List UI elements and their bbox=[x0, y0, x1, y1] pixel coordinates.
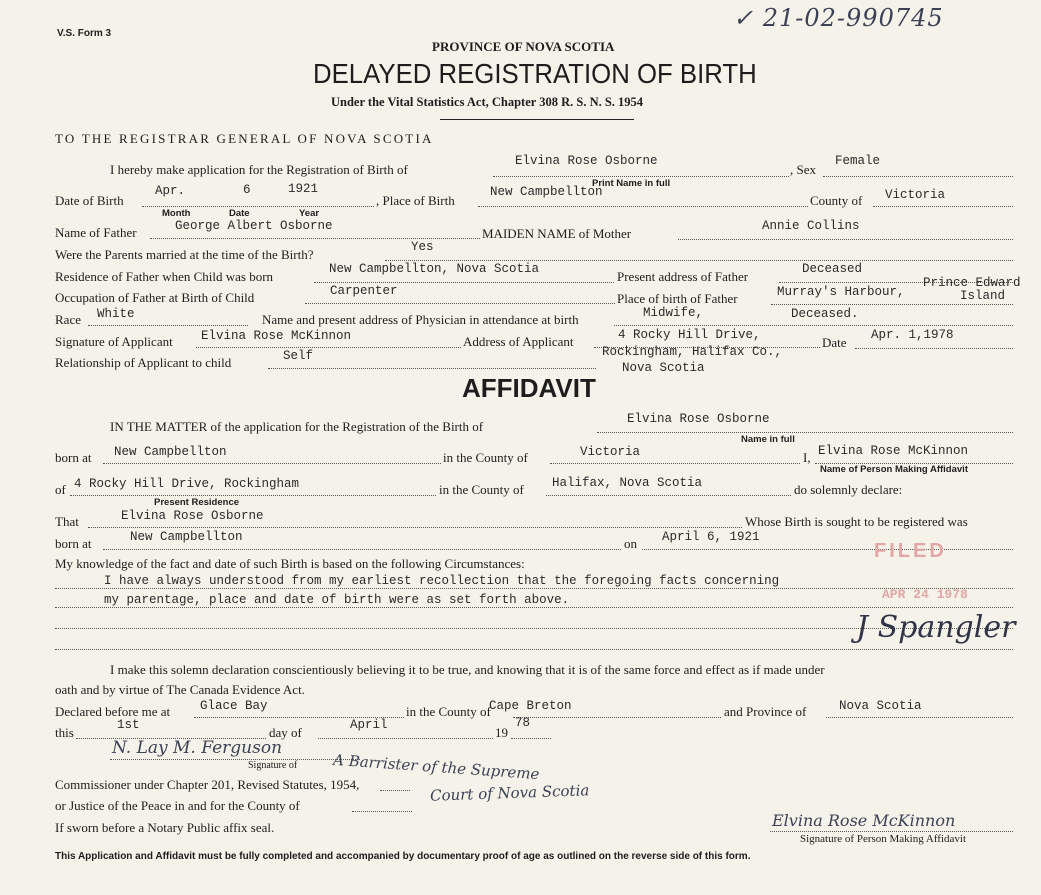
applicant-address-label: Address of Applicant bbox=[463, 334, 574, 349]
physician-field: Midwife, bbox=[643, 306, 704, 320]
race-label: Race bbox=[55, 312, 81, 327]
signature-of-caption: Signature of bbox=[248, 760, 298, 771]
declared-county-field: Cape Breton bbox=[489, 699, 572, 713]
father-line bbox=[150, 238, 480, 239]
matter-text: IN THE MATTER of the application for the Registration of the Birth of bbox=[110, 419, 484, 434]
declared-at-label: Declared before me at bbox=[55, 704, 171, 719]
circumstance-field-1: I have always understood from my earliest recollection that the foregoing facts concerning bbox=[104, 574, 780, 588]
filed-date-stamp: APR 24 1978 bbox=[882, 587, 968, 602]
occupation-field: Carpenter bbox=[330, 284, 398, 298]
on-date-field: April 6, 1921 bbox=[662, 530, 760, 544]
applicant-signature-line bbox=[196, 347, 461, 348]
sex-label: , Sex bbox=[790, 162, 816, 177]
father-pob-field: Murray's Harbour, bbox=[777, 285, 905, 299]
race-line bbox=[88, 325, 248, 326]
declared-county-line bbox=[513, 717, 721, 718]
on-line bbox=[642, 549, 1013, 550]
document-title: DELAYED REGISTRATION OF BIRTH bbox=[313, 58, 757, 89]
relationship-line bbox=[268, 368, 596, 369]
province-of-line bbox=[826, 717, 1013, 718]
occupation-label: Occupation of Father at Birth of Child bbox=[55, 290, 255, 305]
date-caption: Date bbox=[229, 208, 250, 219]
mother-label: MAIDEN NAME of Mother bbox=[482, 226, 632, 241]
dob-day-field: 6 bbox=[243, 183, 251, 197]
justice-line: or Justice of the Peace in and for the County of bbox=[55, 798, 300, 813]
registrar-signature: J Spangler bbox=[856, 610, 1016, 645]
circumstance-line-4 bbox=[55, 649, 1013, 650]
mother-line bbox=[678, 239, 1013, 240]
physician-field-2: Deceased. bbox=[791, 307, 859, 321]
name-line bbox=[493, 176, 789, 177]
notary-line: If sworn before a Notary Public affix seal. bbox=[55, 820, 275, 835]
this-day-field: 1st bbox=[117, 718, 140, 732]
county-of-label: in the County of bbox=[443, 450, 528, 465]
province-heading: PROVINCE OF NOVA SCOTIA bbox=[432, 39, 615, 54]
county-field: Victoria bbox=[885, 188, 946, 202]
commissioner-signature: N. Lay M. Ferguson bbox=[112, 738, 283, 758]
filed-stamp: FILED bbox=[874, 540, 947, 562]
circumstance-line-2 bbox=[55, 607, 1013, 608]
father-pob-field-2: Prince Edward bbox=[923, 276, 1021, 290]
father-residence-field: New Campbellton, Nova Scotia bbox=[329, 262, 540, 276]
on-label: on bbox=[624, 536, 637, 551]
to-registrar-line: TO THE REGISTRAR GENERAL OF NOVA SCOTIA bbox=[55, 131, 434, 146]
year-line bbox=[511, 738, 551, 739]
child-name-field: Elvina Rose Osborne bbox=[515, 154, 658, 168]
footer-note: This Application and Affidavit must be fully completed and accompanied by documentary proof of age as outlined on the reverse side of this form. bbox=[55, 851, 751, 862]
father-pob-label: Place of birth of Father bbox=[617, 291, 738, 306]
name-caption: Print Name in full bbox=[592, 178, 671, 189]
matter-name-field: Elvina Rose Osborne bbox=[627, 412, 770, 426]
father-residence-line bbox=[314, 282, 614, 283]
county-of-field: Victoria bbox=[580, 445, 641, 459]
born-at-line bbox=[103, 463, 441, 464]
day-of-label: day of bbox=[269, 725, 302, 740]
place-of-birth-field: New Campbellton bbox=[490, 185, 603, 199]
knowledge-text: My knowledge of the fact and date of such Birth is based on the following Circumstances: bbox=[55, 556, 525, 571]
declared-at-field: Glace Bay bbox=[200, 699, 268, 713]
relationship-field: Self bbox=[283, 349, 314, 363]
father-residence-label: Residence of Father when Child was born bbox=[55, 269, 274, 284]
day-of-line bbox=[318, 738, 493, 739]
deponent-name-field: Elvina Rose McKinnon bbox=[818, 444, 969, 458]
that-line bbox=[88, 527, 742, 528]
father-present-label: Present address of Father bbox=[617, 269, 749, 284]
deponent-i-label: I, bbox=[803, 450, 811, 465]
father-present-field: Deceased bbox=[802, 262, 863, 276]
married-label: Were the Parents married at the time of the Birth? bbox=[55, 247, 314, 262]
county-label: County of bbox=[810, 193, 863, 208]
affidavit-heading: AFFIDAVIT bbox=[462, 373, 596, 403]
reference-number: ✓ 21-02-990745 bbox=[733, 4, 944, 32]
deponent-signature: Elvina Rose McKinnon bbox=[772, 811, 956, 830]
born-at-2-label: born at bbox=[55, 536, 92, 551]
married-line bbox=[385, 260, 1013, 261]
sex-line bbox=[823, 176, 1013, 177]
physician-line bbox=[614, 325, 1013, 326]
that-label: That bbox=[55, 514, 79, 529]
of-line bbox=[70, 495, 436, 496]
title-rule bbox=[440, 119, 634, 120]
province-of-label: and Province of bbox=[724, 704, 807, 719]
application-date-label: Date bbox=[822, 335, 847, 350]
whose-birth-text: Whose Birth is sought to be registered was bbox=[745, 514, 968, 529]
applicant-signature-label: Signature of Applicant bbox=[55, 334, 173, 349]
dob-label: Date of Birth bbox=[55, 193, 124, 208]
county-of-2-line bbox=[546, 495, 791, 496]
deponent-signature-line bbox=[770, 831, 1013, 832]
county-of-2-label: in the County of bbox=[439, 482, 524, 497]
matter-line bbox=[597, 432, 1013, 433]
name-in-full-caption: Name in full bbox=[741, 434, 795, 445]
applicant-address-field-1: 4 Rocky Hill Drive, bbox=[618, 328, 761, 342]
of-label: of bbox=[55, 482, 66, 497]
father-name-field: George Albert Osborne bbox=[175, 219, 333, 233]
occupation-line bbox=[305, 303, 615, 304]
declare-text: do solemnly declare: bbox=[794, 482, 903, 497]
born-at-2-line bbox=[103, 549, 621, 550]
circumstance-line-1 bbox=[55, 588, 1013, 589]
physician-label: Name and present address of Physician in attendance at birth bbox=[262, 312, 579, 327]
declaration-text-1: I make this solemn declaration conscientiously believing it to be true, and knowing that it is of the same force and effect as if made under bbox=[110, 662, 825, 677]
dob-line bbox=[142, 206, 374, 207]
circumstance-field-2: my parentage, place and date of birth were as set forth above. bbox=[104, 593, 570, 607]
commissioner-dots bbox=[380, 790, 410, 791]
applicant-address-field-2: Rockingham, Halifax Co., bbox=[602, 345, 783, 359]
born-at-label: born at bbox=[55, 450, 92, 465]
present-residence-caption: Present Residence bbox=[154, 497, 240, 508]
this-label: this bbox=[55, 725, 74, 740]
year-field: 78 bbox=[515, 716, 531, 730]
father-pob-line bbox=[771, 304, 1013, 305]
place-line bbox=[478, 206, 808, 207]
intro-text: I hereby make application for the Registration of Birth of bbox=[110, 162, 408, 177]
father-pob-field-3: Island bbox=[960, 289, 1006, 303]
barrister-note-2: Court of Nova Scotia bbox=[429, 781, 590, 805]
application-date-line bbox=[855, 348, 1013, 349]
document-subtitle: Under the Vital Statistics Act, Chapter 308 R. S. N. S. 1954 bbox=[331, 95, 644, 109]
married-field: Yes bbox=[411, 240, 434, 254]
barrister-note-1: A Barrister of the Supreme bbox=[332, 750, 541, 784]
form-number: V.S. Form 3 bbox=[57, 28, 112, 39]
dob-month-field: Apr. bbox=[155, 184, 186, 198]
residence-field: 4 Rocky Hill Drive, Rockingham bbox=[74, 477, 300, 491]
applicant-signature-field: Elvina Rose McKinnon bbox=[201, 329, 352, 343]
month-field: April bbox=[350, 718, 388, 732]
declaration-text-2: oath and by virtue of The Canada Evidence Act. bbox=[55, 682, 305, 697]
relationship-label: Relationship of Applicant to child bbox=[55, 355, 232, 370]
justice-dots bbox=[352, 811, 412, 812]
dob-year-field: 1921 bbox=[288, 182, 319, 196]
year-caption: Year bbox=[299, 208, 320, 219]
county-line bbox=[873, 206, 1013, 207]
year-prefix: 19 bbox=[495, 725, 508, 740]
sex-field: Female bbox=[835, 154, 881, 168]
born-at-field: New Campbellton bbox=[114, 445, 227, 459]
month-caption: Month bbox=[162, 208, 191, 219]
county-of-2-field: Halifax, Nova Scotia bbox=[552, 476, 703, 490]
commissioner-line: Commissioner under Chapter 201, Revised Statutes, 1954, bbox=[55, 777, 360, 792]
application-date-field: Apr. 1,1978 bbox=[871, 328, 954, 342]
that-field: Elvina Rose Osborne bbox=[121, 509, 264, 523]
person-making-affidavit-caption: Name of Person Making Affidavit bbox=[820, 464, 968, 475]
father-label: Name of Father bbox=[55, 225, 137, 240]
declared-county-label: in the County of bbox=[406, 704, 491, 719]
applicant-address-field-3: Nova Scotia bbox=[622, 361, 705, 375]
province-of-field: Nova Scotia bbox=[839, 699, 922, 713]
mother-name-field: Annie Collins bbox=[762, 219, 860, 233]
deponent-signature-caption: Signature of Person Making Affidavit bbox=[800, 833, 966, 845]
place-of-birth-label: , Place of Birth bbox=[376, 193, 455, 208]
county-of-line bbox=[550, 463, 800, 464]
born-at-2-field: New Campbellton bbox=[130, 530, 243, 544]
race-field: White bbox=[97, 307, 135, 321]
commissioner-signature-line bbox=[110, 759, 360, 760]
